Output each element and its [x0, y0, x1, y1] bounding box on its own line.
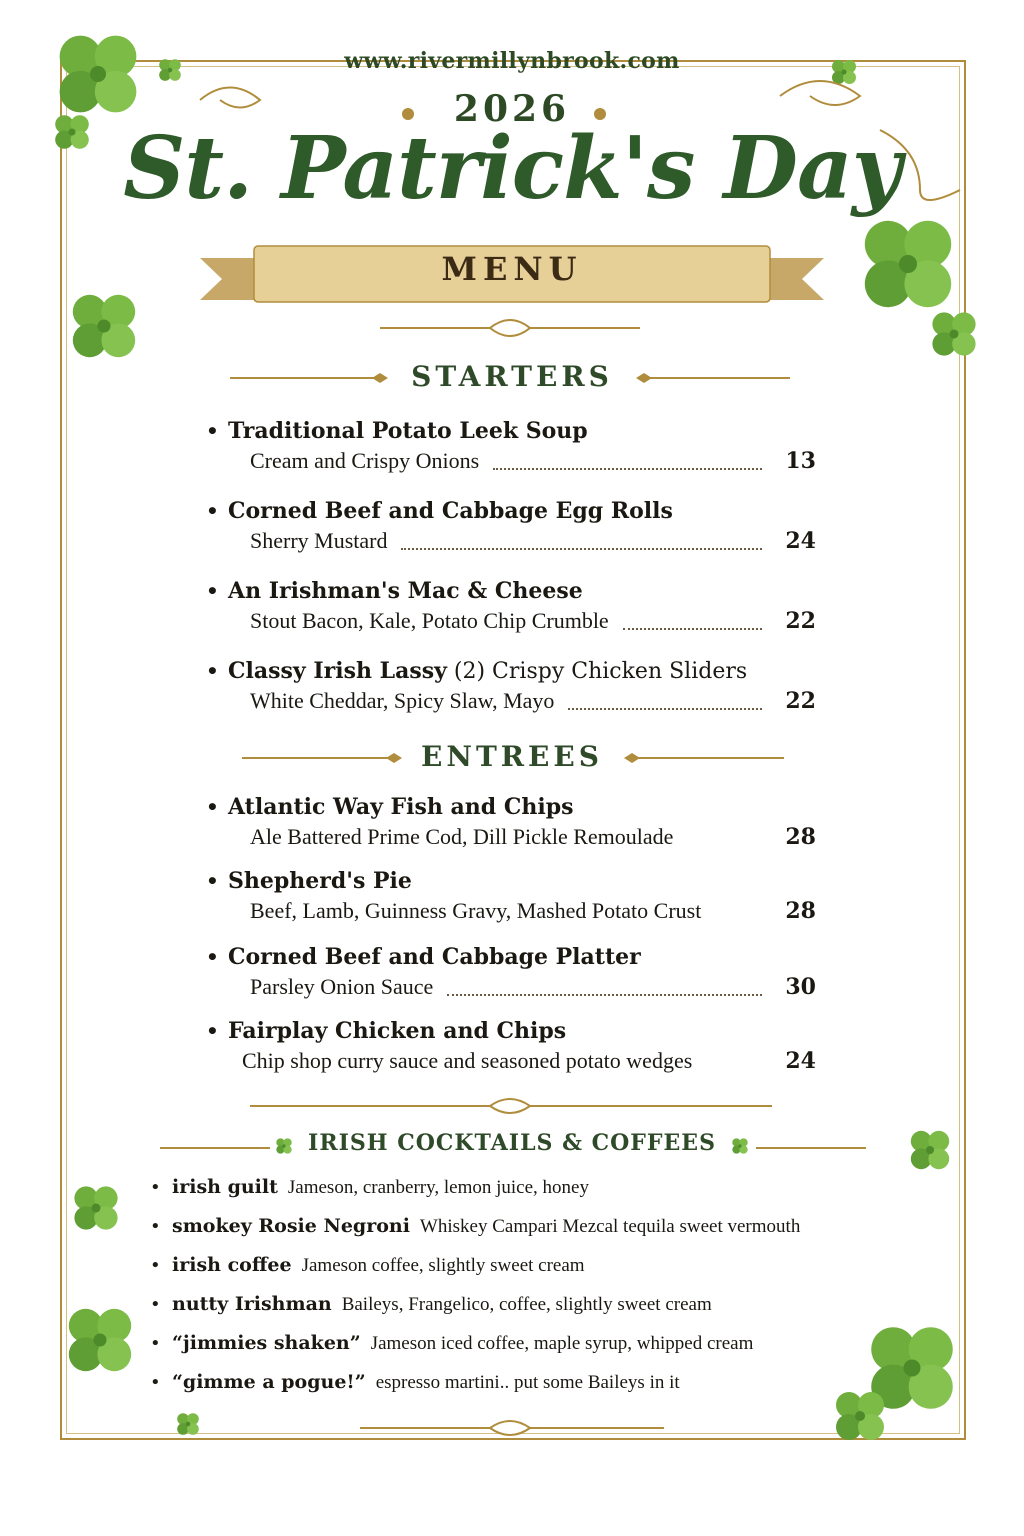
- bullet: •: [206, 579, 219, 603]
- page-title: St. Patrick's Day: [123, 118, 901, 219]
- item-price: 30: [785, 974, 816, 1000]
- item-description: Sherry Mustard: [250, 528, 388, 553]
- list-item: [150, 1250, 930, 1280]
- cocktail-name: smokey Rosie Negroni: [172, 1215, 410, 1237]
- cocktail-name: “gimme a pogue!”: [172, 1371, 366, 1393]
- item-description: Chip shop curry sauce and seasoned potato wedges: [242, 1048, 693, 1073]
- dot-leader: [401, 547, 762, 550]
- shamrock-icon: [836, 1392, 884, 1440]
- item-price: 24: [785, 1048, 816, 1074]
- menu-item: [206, 416, 816, 476]
- section-title-cocktails: IRISH COCKTAILS & COFFEES: [308, 1130, 716, 1156]
- item-price: 13: [785, 448, 816, 474]
- bullet: •: [150, 1333, 161, 1354]
- item-price: 28: [785, 824, 816, 850]
- bullet: •: [206, 659, 219, 683]
- dot-leader: [447, 993, 762, 996]
- item-price: 22: [785, 688, 816, 714]
- bullet: •: [150, 1294, 161, 1315]
- bullet: •: [206, 795, 219, 819]
- list-item: [150, 1211, 930, 1241]
- item-name: Fairplay Chicken and Chips: [228, 1018, 567, 1044]
- cocktail-description: Baileys, Frangelico, coffee, slightly sweet cream: [341, 1294, 712, 1315]
- menu-item: [206, 656, 816, 716]
- bullet: •: [206, 419, 219, 443]
- section-title-starters: STARTERS: [411, 360, 613, 393]
- shamrock-icon: [177, 1413, 199, 1435]
- bullet: •: [150, 1372, 161, 1393]
- item-name: Classy Irish Lassy: [228, 658, 447, 684]
- list-item: [150, 1289, 930, 1319]
- item-description: Ale Battered Prime Cod, Dill Pickle Remoulade: [250, 824, 674, 849]
- dot-leader: [706, 1067, 762, 1070]
- item-name: Shepherd's Pie: [228, 868, 412, 894]
- menu-item: [206, 942, 816, 1002]
- section-title-entrees: ENTREES: [421, 740, 603, 773]
- item-description: Cream and Crispy Onions: [250, 448, 480, 473]
- menu-item: [206, 866, 816, 926]
- menu-year: 2026: [453, 88, 571, 130]
- item-description: Beef, Lamb, Guinness Gravy, Mashed Potato Crust: [250, 898, 702, 923]
- dot-leader: [687, 843, 762, 846]
- item-name: Traditional Potato Leek Soup: [228, 418, 588, 444]
- bullet: •: [150, 1255, 161, 1276]
- cocktail-name: irish guilt: [172, 1176, 278, 1198]
- list-item: [150, 1367, 930, 1397]
- dot-leader: [703, 917, 770, 920]
- bullet: •: [150, 1177, 161, 1198]
- dot-leader: [623, 627, 762, 630]
- cocktail-description: Jameson iced coffee, maple syrup, whipped cream: [370, 1333, 754, 1354]
- dot-leader: [568, 707, 762, 710]
- item-name: Corned Beef and Cabbage Egg Rolls: [228, 498, 673, 524]
- list-item: [150, 1172, 930, 1202]
- shamrock-icon: [73, 295, 135, 357]
- website-url: www.rivermillynbrook.com: [344, 48, 680, 74]
- shamrock-icon: [69, 1309, 131, 1371]
- cocktail-description: espresso martini.. put some Baileys in it: [375, 1372, 680, 1393]
- item-description: White Cheddar, Spicy Slaw, Mayo: [250, 688, 555, 713]
- cocktail-name: nutty Irishman: [172, 1293, 332, 1315]
- cocktail-name: irish coffee: [172, 1254, 292, 1276]
- item-name: Corned Beef and Cabbage Platter: [228, 944, 641, 970]
- cocktail-name: “jimmies shaken”: [172, 1332, 361, 1354]
- menu-banner: MENU: [441, 250, 583, 288]
- item-name: An Irishman's Mac & Cheese: [228, 578, 583, 604]
- cocktail-description: Jameson coffee, slightly sweet cream: [301, 1255, 585, 1276]
- item-name: Atlantic Way Fish and Chips: [228, 794, 574, 820]
- shamrock-icon: [74, 1186, 117, 1229]
- item-name-extra: (2) Crispy Chicken Sliders: [446, 659, 748, 684]
- menu-item: [206, 1016, 816, 1076]
- menu-item: [206, 496, 816, 556]
- item-price: 22: [785, 608, 816, 634]
- menu-item: [206, 576, 816, 636]
- cocktail-description: Whiskey Campari Mezcal tequila sweet vermouth: [419, 1216, 801, 1237]
- item-description: Parsley Onion Sauce: [250, 974, 434, 999]
- bullet: •: [206, 945, 219, 969]
- bullet: •: [206, 869, 219, 893]
- item-price: 28: [785, 898, 816, 924]
- item-price: 24: [785, 528, 816, 554]
- cocktail-description: Jameson, cranberry, lemon juice, honey: [287, 1177, 589, 1198]
- dot-leader: [493, 467, 762, 470]
- shamrock-icon: [932, 312, 975, 355]
- bullet: •: [206, 1019, 219, 1043]
- bullet: •: [150, 1216, 161, 1237]
- list-item: [150, 1328, 930, 1358]
- item-description: Stout Bacon, Kale, Potato Chip Crumble: [250, 608, 609, 633]
- bullet: •: [206, 499, 219, 523]
- menu-item: [206, 792, 816, 852]
